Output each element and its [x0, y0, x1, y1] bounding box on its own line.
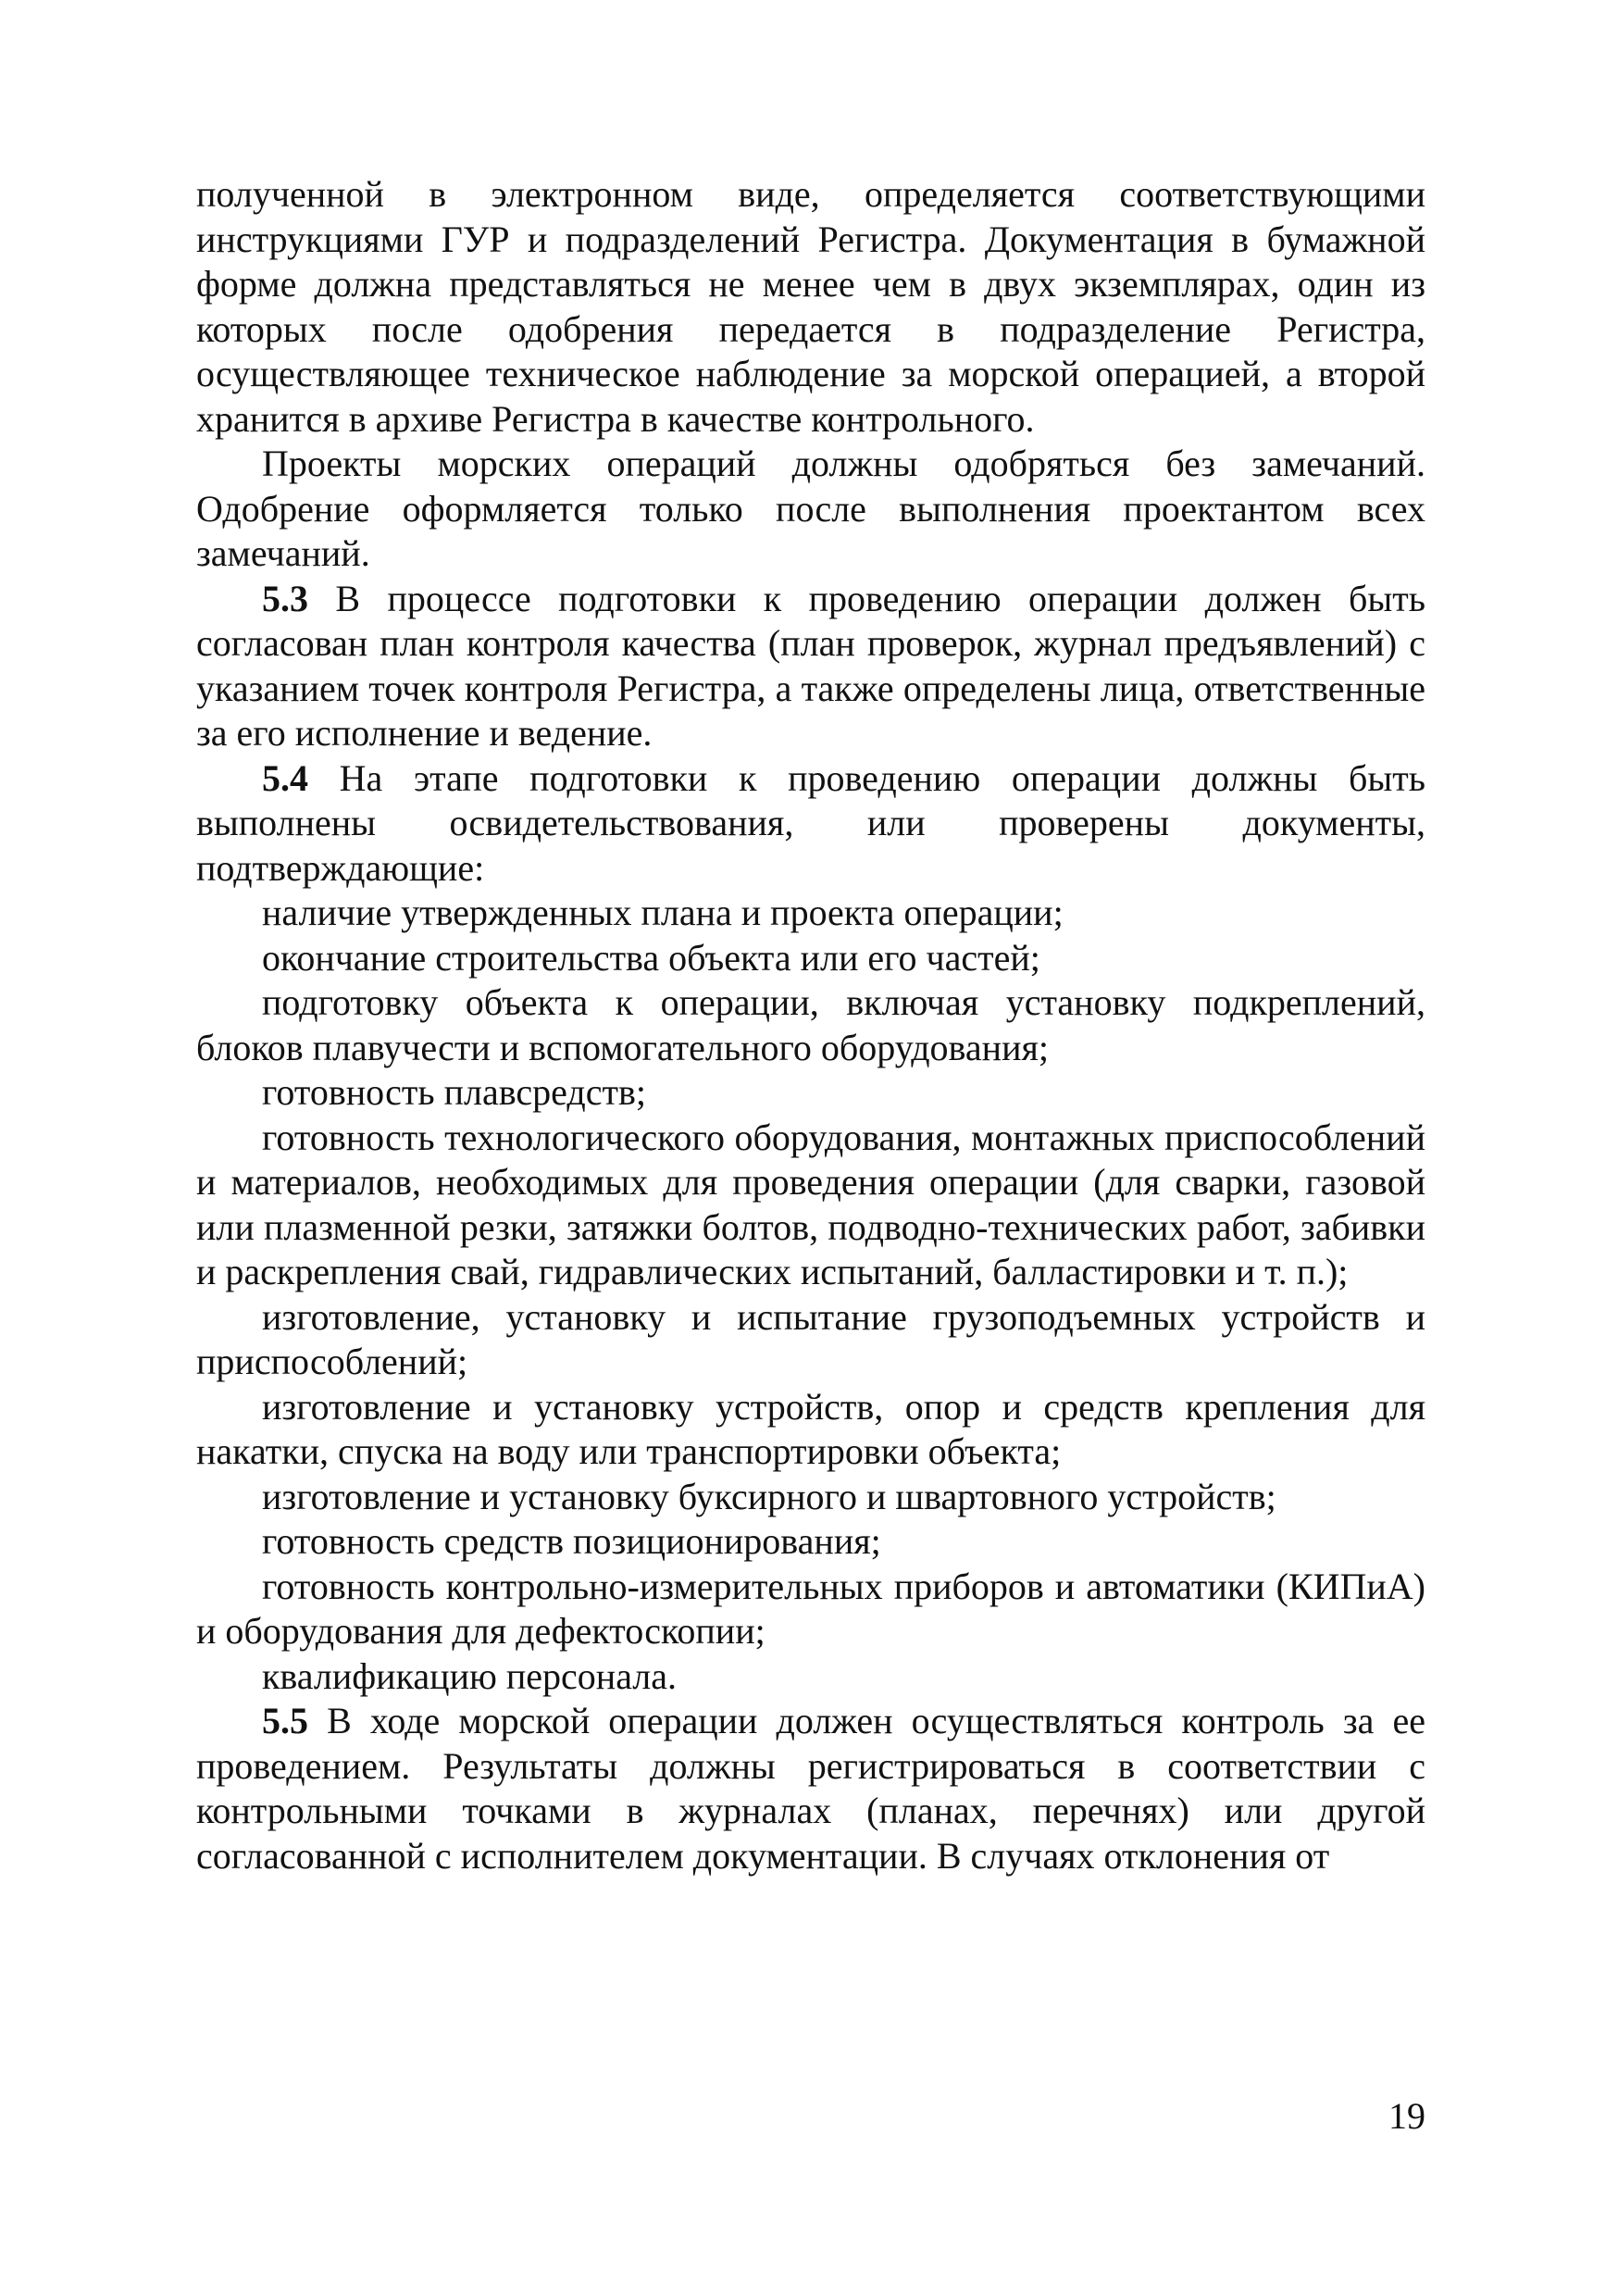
list-item-text: готовность технологического оборудования, монтажных приспособлений и материалов, необходимых для проведения операции (для сварки, газовой или плазменной резки, затяжки болтов, подводно-технических работ, забивки и раскрепления свай, гидравлических испытаний, балластировки и т. п.); [196, 1116, 1425, 1292]
paragraph-continuation [196, 172, 1425, 442]
list-item [196, 1519, 1425, 1565]
list-item-text: изготовление, установку и испытание грузоподъемных устройств и приспособлений; [196, 1295, 1425, 1382]
list-item-text: квалификацию персонала. [262, 1654, 678, 1697]
clause-5-4 [196, 756, 1425, 892]
list-item [196, 980, 1425, 1070]
paragraph-text: На этапе подготовки к проведению операции должны быть выполнены освидетельствования, или проверены документы, подтверждающие: [196, 756, 1425, 889]
paragraph-text: В процессе подготовки к проведению операции должен быть согласован план контроля качества (план проверок, журнал предъявлений) с указанием точек контроля Регистра, а также определены лица, ответственные за его исполнение и ведение. [196, 577, 1425, 754]
document-body [196, 172, 1425, 1878]
list-item [196, 1565, 1425, 1654]
clause-number: 5.3 [262, 577, 308, 619]
list-item-text: изготовление и установку устройств, опор и средств крепления для накатки, спуска на воду или транспортировки объекта; [196, 1385, 1425, 1472]
list-item [196, 1475, 1425, 1520]
clause-5-5 [196, 1699, 1425, 1878]
list-item-text: готовность контрольно-измерительных приборов и автоматики (КИПиА) и оборудования для дефектоскопии; [196, 1565, 1425, 1652]
paragraph-text: В ходе морской операции должен осуществляться контроль за ее проведением. Результаты должны регистрироваться в соответствии с контрольными точками в журналах (планах, перечнях) или другой согласованной с исполнителем документации. В случаях отклонения от [196, 1700, 1425, 1877]
list-item [196, 891, 1425, 936]
clause-number: 5.5 [262, 1700, 308, 1741]
page-number: 19 [1388, 2095, 1425, 2137]
paragraph-text: Проекты морских операций должны одобряться без замечаний. Одобрение оформляется только после выполнения проектантом всех замечаний. [196, 443, 1425, 574]
list-item-text: изготовление и установку буксирного и швартовного устройств; [262, 1475, 1276, 1517]
list-item [196, 936, 1425, 981]
clause-number: 5.4 [262, 756, 308, 799]
list-item-text: готовность плавсредств; [262, 1071, 646, 1113]
list-item-text: наличие утвержденных плана и проекта операции; [262, 892, 1064, 933]
list-item [196, 1070, 1425, 1116]
list-item [196, 1654, 1425, 1700]
list-item [196, 1116, 1425, 1295]
paragraph-approval [196, 442, 1425, 577]
list-item [196, 1295, 1425, 1385]
list-item-text: подготовку объекта к операции, включая установку подкреплений, блоков плавучести и вспомогательного оборудования; [196, 981, 1425, 1068]
list-item-text: готовность средств позиционирования; [262, 1520, 881, 1562]
list-item-text: окончание строительства объекта или его частей; [262, 936, 1040, 979]
clause-5-3 [196, 577, 1425, 756]
paragraph-text: полученной в электронном виде, определяется соответствующими инструкциями ГУР и подразделений Регистра. Документация в бумажной форме должна представляться не менее чем в двух экземплярах, один из которых после одобрения передается в подразделение Регистра, осуществляющее техническое наблюдение за морской операцией, а второй хранится в архиве Регистра в качестве контрольного. [196, 173, 1425, 440]
list-item [196, 1385, 1425, 1475]
